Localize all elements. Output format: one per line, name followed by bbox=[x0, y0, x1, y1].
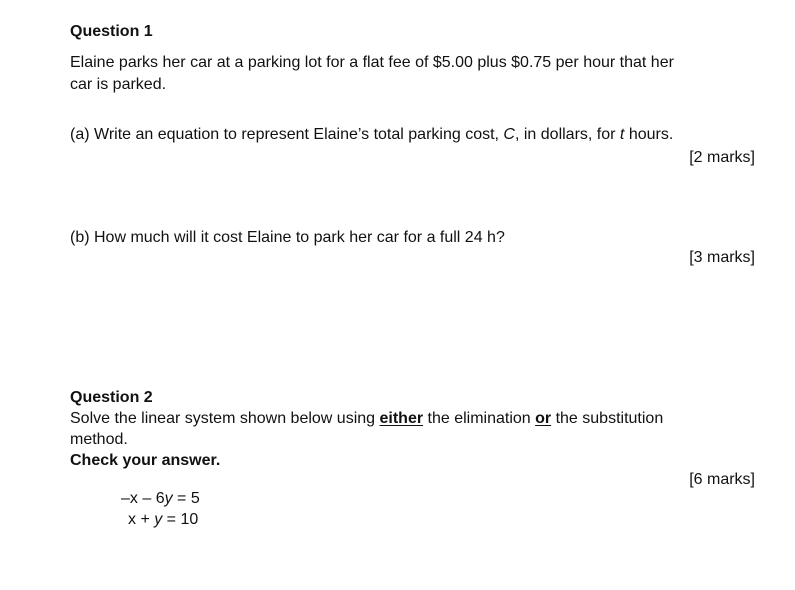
variable-c: C bbox=[503, 126, 515, 143]
part-a-text-pre: (a) Write an equation to represent Elaine’s total parking cost, bbox=[70, 126, 504, 143]
emphasis-either: either bbox=[379, 410, 424, 427]
q2-text-post: the substitution bbox=[551, 410, 664, 427]
variable-t: t bbox=[619, 126, 625, 143]
part-a-marks: [2 marks] bbox=[689, 149, 755, 166]
question-1-intro-line-2: car is parked. bbox=[70, 76, 167, 93]
q2-text-mid: the elimination bbox=[423, 410, 536, 427]
question-2-heading: Question 2 bbox=[70, 389, 153, 406]
equation-1-right: = 5 bbox=[172, 490, 200, 507]
equation-1 bbox=[121, 488, 200, 509]
equation-2 bbox=[128, 509, 198, 530]
question-2-instruction-line-1 bbox=[70, 408, 663, 429]
question-1-heading: Question 1 bbox=[70, 23, 153, 40]
emphasis-or: or bbox=[535, 410, 552, 427]
check-answer-instruction: Check your answer. bbox=[70, 452, 221, 469]
equation-2-left: x + bbox=[128, 511, 155, 528]
equation-2-variable-y: y bbox=[154, 511, 163, 528]
equation-2-right: = 10 bbox=[162, 511, 199, 528]
q2-text-pre: Solve the linear system shown below using bbox=[70, 410, 380, 427]
part-a-text-post: hours. bbox=[624, 126, 674, 143]
part-b-prompt: (b) How much will it cost Elaine to park her car for a full 24 h? bbox=[70, 229, 505, 246]
question-2-marks: [6 marks] bbox=[689, 471, 755, 488]
question-2-instruction-line-2: method. bbox=[70, 431, 128, 448]
equation-1-variable-y: y bbox=[164, 490, 173, 507]
part-a-text-mid: , in dollars, for bbox=[514, 126, 620, 143]
part-a-prompt bbox=[70, 124, 673, 145]
question-1-intro-line-1: Elaine parks her car at a parking lot for a flat fee of $5.00 plus $0.75 per hour that her bbox=[70, 54, 674, 71]
part-b-marks: [3 marks] bbox=[689, 249, 755, 266]
equation-1-left: –x – 6 bbox=[121, 490, 165, 507]
